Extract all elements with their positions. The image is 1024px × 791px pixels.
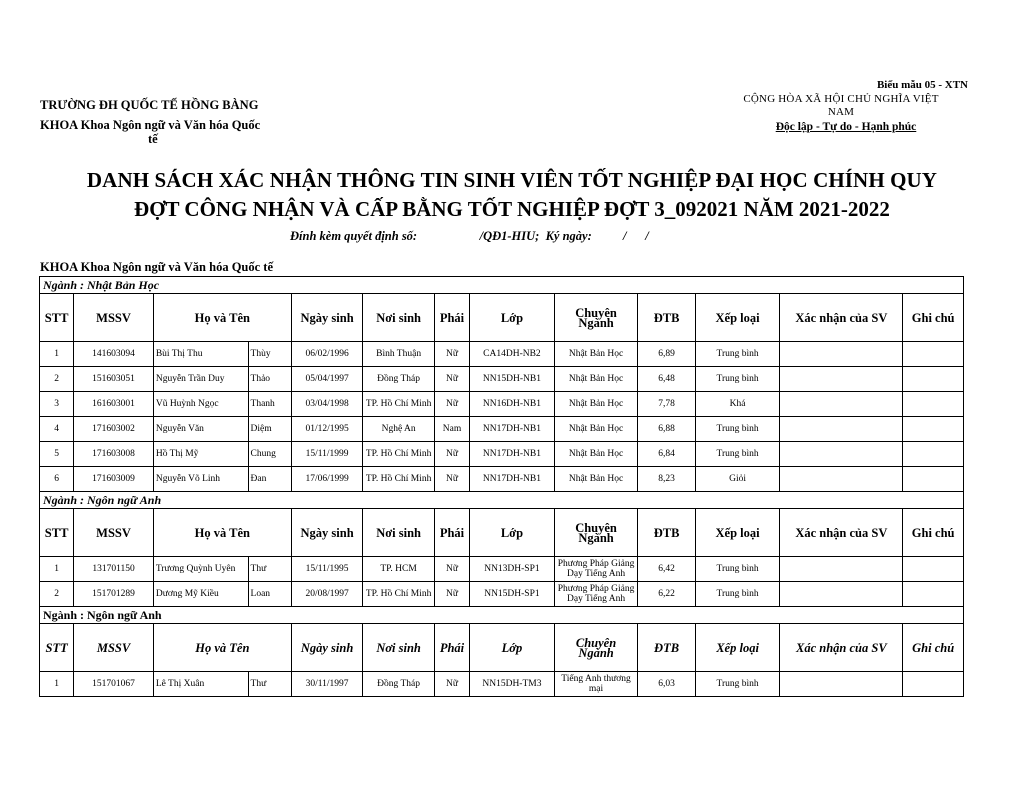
- header-row: [40, 509, 964, 557]
- header-name: Họ và Tên: [153, 624, 291, 672]
- cell-stt: 3: [40, 392, 74, 417]
- cell-first-name: Thanh: [248, 392, 291, 417]
- cell-confirm: [780, 342, 903, 367]
- cell-gpa: 6,22: [638, 582, 695, 607]
- decision-reference: Đính kèm quyết định số: /QĐ1-HIU; Ký ngày: / /: [290, 229, 649, 243]
- faculty-name-line1: KHOA Khoa Ngôn ngữ và Văn hóa Quốc: [40, 118, 261, 132]
- cell-dob: 15/11/1995: [291, 557, 363, 582]
- major-row: [40, 607, 964, 624]
- cell-note: [903, 582, 964, 607]
- cell-major: Nhật Bản Học: [554, 467, 638, 492]
- header-confirm: Xác nhận của SV: [780, 509, 903, 557]
- header-pob: Nơi sinh: [363, 509, 435, 557]
- table-row: [40, 582, 964, 607]
- republic-heading-line1: CỘNG HÒA XÃ HỘI CHỦ NGHĨA VIỆT: [743, 93, 939, 105]
- cell-rank: Khá: [695, 392, 780, 417]
- header-row: [40, 624, 964, 672]
- cell-stt: 2: [40, 582, 74, 607]
- cell-major: Nhật Bản Học: [554, 342, 638, 367]
- cell-major: Nhật Bản Học: [554, 442, 638, 467]
- table-row: [40, 417, 964, 442]
- cell-class: NN15DH-NB1: [470, 367, 555, 392]
- cell-mssv: 151701067: [74, 672, 154, 697]
- header-class: Lớp: [470, 509, 555, 557]
- cell-pob: TP. HCM: [363, 557, 435, 582]
- cell-class: NN17DH-NB1: [470, 417, 555, 442]
- cell-gender: Nữ: [434, 392, 469, 417]
- cell-confirm: [780, 672, 903, 697]
- cell-class: NN15DH-TM3: [470, 672, 555, 697]
- cell-class: NN16DH-NB1: [470, 392, 555, 417]
- cell-note: [903, 442, 964, 467]
- cell-first-name: Thư: [248, 557, 291, 582]
- cell-first-name: Thảo: [248, 367, 291, 392]
- cell-gender: Nữ: [434, 557, 469, 582]
- cell-stt: 1: [40, 672, 74, 697]
- cell-gender: Nữ: [434, 442, 469, 467]
- cell-stt: 6: [40, 467, 74, 492]
- cell-last-name: Nguyễn Võ Linh: [153, 467, 248, 492]
- cell-dob: 05/04/1997: [291, 367, 363, 392]
- cell-pob: Đồng Tháp: [363, 672, 435, 697]
- cell-class: NN13DH-SP1: [470, 557, 555, 582]
- cell-rank: Trung bình: [695, 342, 780, 367]
- cell-note: [903, 467, 964, 492]
- cell-dob: 17/06/1999: [291, 467, 363, 492]
- cell-dob: 01/12/1995: [291, 417, 363, 442]
- cell-pob: Đồng Tháp: [363, 367, 435, 392]
- cell-confirm: [780, 442, 903, 467]
- cell-gpa: 6,88: [638, 417, 695, 442]
- cell-last-name: Vũ Huỳnh Ngọc: [153, 392, 248, 417]
- cell-pob: Bình Thuận: [363, 342, 435, 367]
- cell-gpa: 6,84: [638, 442, 695, 467]
- cell-major: Nhật Bản Học: [554, 392, 638, 417]
- header-mssv: MSSV: [74, 624, 154, 672]
- header-mssv: MSSV: [74, 509, 154, 557]
- header-stt: STT: [40, 294, 74, 342]
- cell-last-name: Bùi Thị Thu: [153, 342, 248, 367]
- section-title: KHOA Khoa Ngôn ngữ và Văn hóa Quốc tế: [40, 260, 274, 274]
- header-major: Chuyên Ngành: [554, 509, 638, 557]
- major-label: Ngành : Nhật Bản Học: [40, 277, 964, 294]
- cell-last-name: Dương Mỹ Kiều: [153, 582, 248, 607]
- cell-first-name: Loan: [248, 582, 291, 607]
- cell-stt: 5: [40, 442, 74, 467]
- cell-first-name: Thư: [248, 672, 291, 697]
- header-gpa: ĐTB: [638, 294, 695, 342]
- major-label: Ngành : Ngôn ngữ Anh: [40, 607, 964, 624]
- document-title-line1: DANH SÁCH XÁC NHẬN THÔNG TIN SINH VIÊN TỐT NGHIỆP ĐẠI HỌC CHÍNH QUY: [86, 168, 938, 192]
- cell-dob: 03/04/1998: [291, 392, 363, 417]
- header-dob: Ngày sinh: [291, 624, 363, 672]
- header-major: Chuyên Ngành: [554, 624, 638, 672]
- header-stt: STT: [40, 509, 74, 557]
- header-gender: Phái: [434, 509, 469, 557]
- cell-mssv: 151701289: [74, 582, 154, 607]
- header-dob: Ngày sinh: [291, 509, 363, 557]
- school-name: TRƯỜNG ĐH QUỐC TẾ HỒNG BÀNG: [40, 98, 259, 112]
- header-name: Họ và Tên: [153, 509, 291, 557]
- header-mssv: MSSV: [74, 294, 154, 342]
- cell-gpa: 6,03: [638, 672, 695, 697]
- table-row: [40, 442, 964, 467]
- cell-class: NN17DH-NB1: [470, 442, 555, 467]
- cell-stt: 2: [40, 367, 74, 392]
- cell-dob: 30/11/1997: [291, 672, 363, 697]
- header-pob: Nơi sinh: [363, 294, 435, 342]
- cell-note: [903, 417, 964, 442]
- cell-confirm: [780, 392, 903, 417]
- cell-gpa: 6,89: [638, 342, 695, 367]
- cell-mssv: 161603001: [74, 392, 154, 417]
- header-gpa: ĐTB: [638, 624, 695, 672]
- cell-last-name: Lê Thị Xuân: [153, 672, 248, 697]
- cell-gender: Nữ: [434, 342, 469, 367]
- cell-confirm: [780, 417, 903, 442]
- cell-major: Phương Pháp Giảng Dạy Tiếng Anh: [554, 582, 638, 607]
- cell-note: [903, 367, 964, 392]
- cell-gender: Nam: [434, 417, 469, 442]
- form-code: Biểu mẫu 05 - XTN: [876, 79, 968, 91]
- major-label: Ngành : Ngôn ngữ Anh: [40, 492, 964, 509]
- header-note: Ghi chú: [903, 624, 964, 672]
- cell-gpa: 6,48: [638, 367, 695, 392]
- header-gpa: ĐTB: [638, 509, 695, 557]
- table-row: [40, 672, 964, 697]
- table-row: [40, 557, 964, 582]
- header-major: Chuyên Ngành: [554, 294, 638, 342]
- cell-mssv: 171603009: [74, 467, 154, 492]
- cell-mssv: 131701150: [74, 557, 154, 582]
- cell-last-name: Hồ Thị Mỹ: [153, 442, 248, 467]
- cell-rank: Trung bình: [695, 417, 780, 442]
- republic-heading-line2: NAM: [827, 106, 855, 118]
- cell-stt: 1: [40, 557, 74, 582]
- major-row: [40, 492, 964, 509]
- cell-class: NN15DH-SP1: [470, 582, 555, 607]
- cell-first-name: Chung: [248, 442, 291, 467]
- cell-mssv: 171603008: [74, 442, 154, 467]
- header-note: Ghi chú: [903, 509, 964, 557]
- major-row: [40, 277, 964, 294]
- cell-mssv: 141603094: [74, 342, 154, 367]
- cell-confirm: [780, 467, 903, 492]
- cell-pob: Nghệ An: [363, 417, 435, 442]
- cell-rank: Trung bình: [695, 672, 780, 697]
- table-row: [40, 392, 964, 417]
- header-rank: Xếp loại: [695, 509, 780, 557]
- cell-last-name: Nguyễn Văn: [153, 417, 248, 442]
- cell-pob: TP. Hồ Chí Minh: [363, 467, 435, 492]
- table-body: [40, 277, 964, 697]
- header-row: [40, 294, 964, 342]
- cell-pob: TP. Hồ Chí Minh: [363, 392, 435, 417]
- header-note: Ghi chú: [903, 294, 964, 342]
- header-class: Lớp: [470, 294, 555, 342]
- cell-confirm: [780, 582, 903, 607]
- cell-gender: Nữ: [434, 582, 469, 607]
- cell-pob: TP. Hồ Chí Minh: [363, 582, 435, 607]
- cell-last-name: Nguyễn Trần Duy: [153, 367, 248, 392]
- cell-last-name: Trương Quỳnh Uyên: [153, 557, 248, 582]
- header-class: Lớp: [470, 624, 555, 672]
- cell-dob: 15/11/1999: [291, 442, 363, 467]
- cell-pob: TP. Hồ Chí Minh: [363, 442, 435, 467]
- cell-first-name: Đan: [248, 467, 291, 492]
- cell-major: Tiếng Anh thương mại: [554, 672, 638, 697]
- cell-rank: Trung bình: [695, 557, 780, 582]
- header-confirm: Xác nhận của SV: [780, 624, 903, 672]
- cell-gpa: 8,23: [638, 467, 695, 492]
- cell-first-name: Thùy: [248, 342, 291, 367]
- cell-rank: Trung bình: [695, 582, 780, 607]
- table-row: [40, 367, 964, 392]
- cell-gender: Nữ: [434, 467, 469, 492]
- faculty-name: [40, 118, 280, 146]
- cell-note: [903, 392, 964, 417]
- table-row: [40, 467, 964, 492]
- cell-dob: 20/08/1997: [291, 582, 363, 607]
- cell-mssv: 151603051: [74, 367, 154, 392]
- cell-major: Nhật Bản Học: [554, 367, 638, 392]
- cell-confirm: [780, 557, 903, 582]
- national-motto: Độc lập - Tự do - Hạnh phúc: [775, 121, 917, 133]
- cell-class: CA14DH-NB2: [470, 342, 555, 367]
- header-dob: Ngày sinh: [291, 294, 363, 342]
- cell-rank: Trung bình: [695, 367, 780, 392]
- cell-note: [903, 672, 964, 697]
- header-rank: Xếp loại: [695, 294, 780, 342]
- cell-stt: 4: [40, 417, 74, 442]
- header-gender: Phái: [434, 294, 469, 342]
- cell-gender: Nữ: [434, 367, 469, 392]
- cell-dob: 06/02/1996: [291, 342, 363, 367]
- table-row: [40, 342, 964, 367]
- cell-gender: Nữ: [434, 672, 469, 697]
- header-rank: Xếp loại: [695, 624, 780, 672]
- cell-note: [903, 557, 964, 582]
- cell-rank: Trung bình: [695, 442, 780, 467]
- header-pob: Nơi sinh: [363, 624, 435, 672]
- document-title-line2: ĐỢT CÔNG NHẬN VÀ CẤP BẰNG TỐT NGHIỆP ĐỢT 3_092021 NĂM 2021-2022: [134, 197, 890, 221]
- republic-heading: [716, 93, 966, 119]
- cell-stt: 1: [40, 342, 74, 367]
- cell-gpa: 6,42: [638, 557, 695, 582]
- cell-confirm: [780, 367, 903, 392]
- cell-first-name: Diệm: [248, 417, 291, 442]
- faculty-name-line2: tế: [148, 132, 158, 146]
- cell-major: Phương Pháp Giảng Dạy Tiếng Anh: [554, 557, 638, 582]
- header-name: Họ và Tên: [153, 294, 291, 342]
- graduate-list-table: [39, 276, 964, 697]
- cell-major: Nhật Bản Học: [554, 417, 638, 442]
- cell-rank: Giỏi: [695, 467, 780, 492]
- cell-class: NN17DH-NB1: [470, 467, 555, 492]
- cell-gpa: 7,78: [638, 392, 695, 417]
- header-confirm: Xác nhận của SV: [780, 294, 903, 342]
- cell-mssv: 171603002: [74, 417, 154, 442]
- header-gender: Phái: [434, 624, 469, 672]
- header-stt: STT: [40, 624, 74, 672]
- cell-note: [903, 342, 964, 367]
